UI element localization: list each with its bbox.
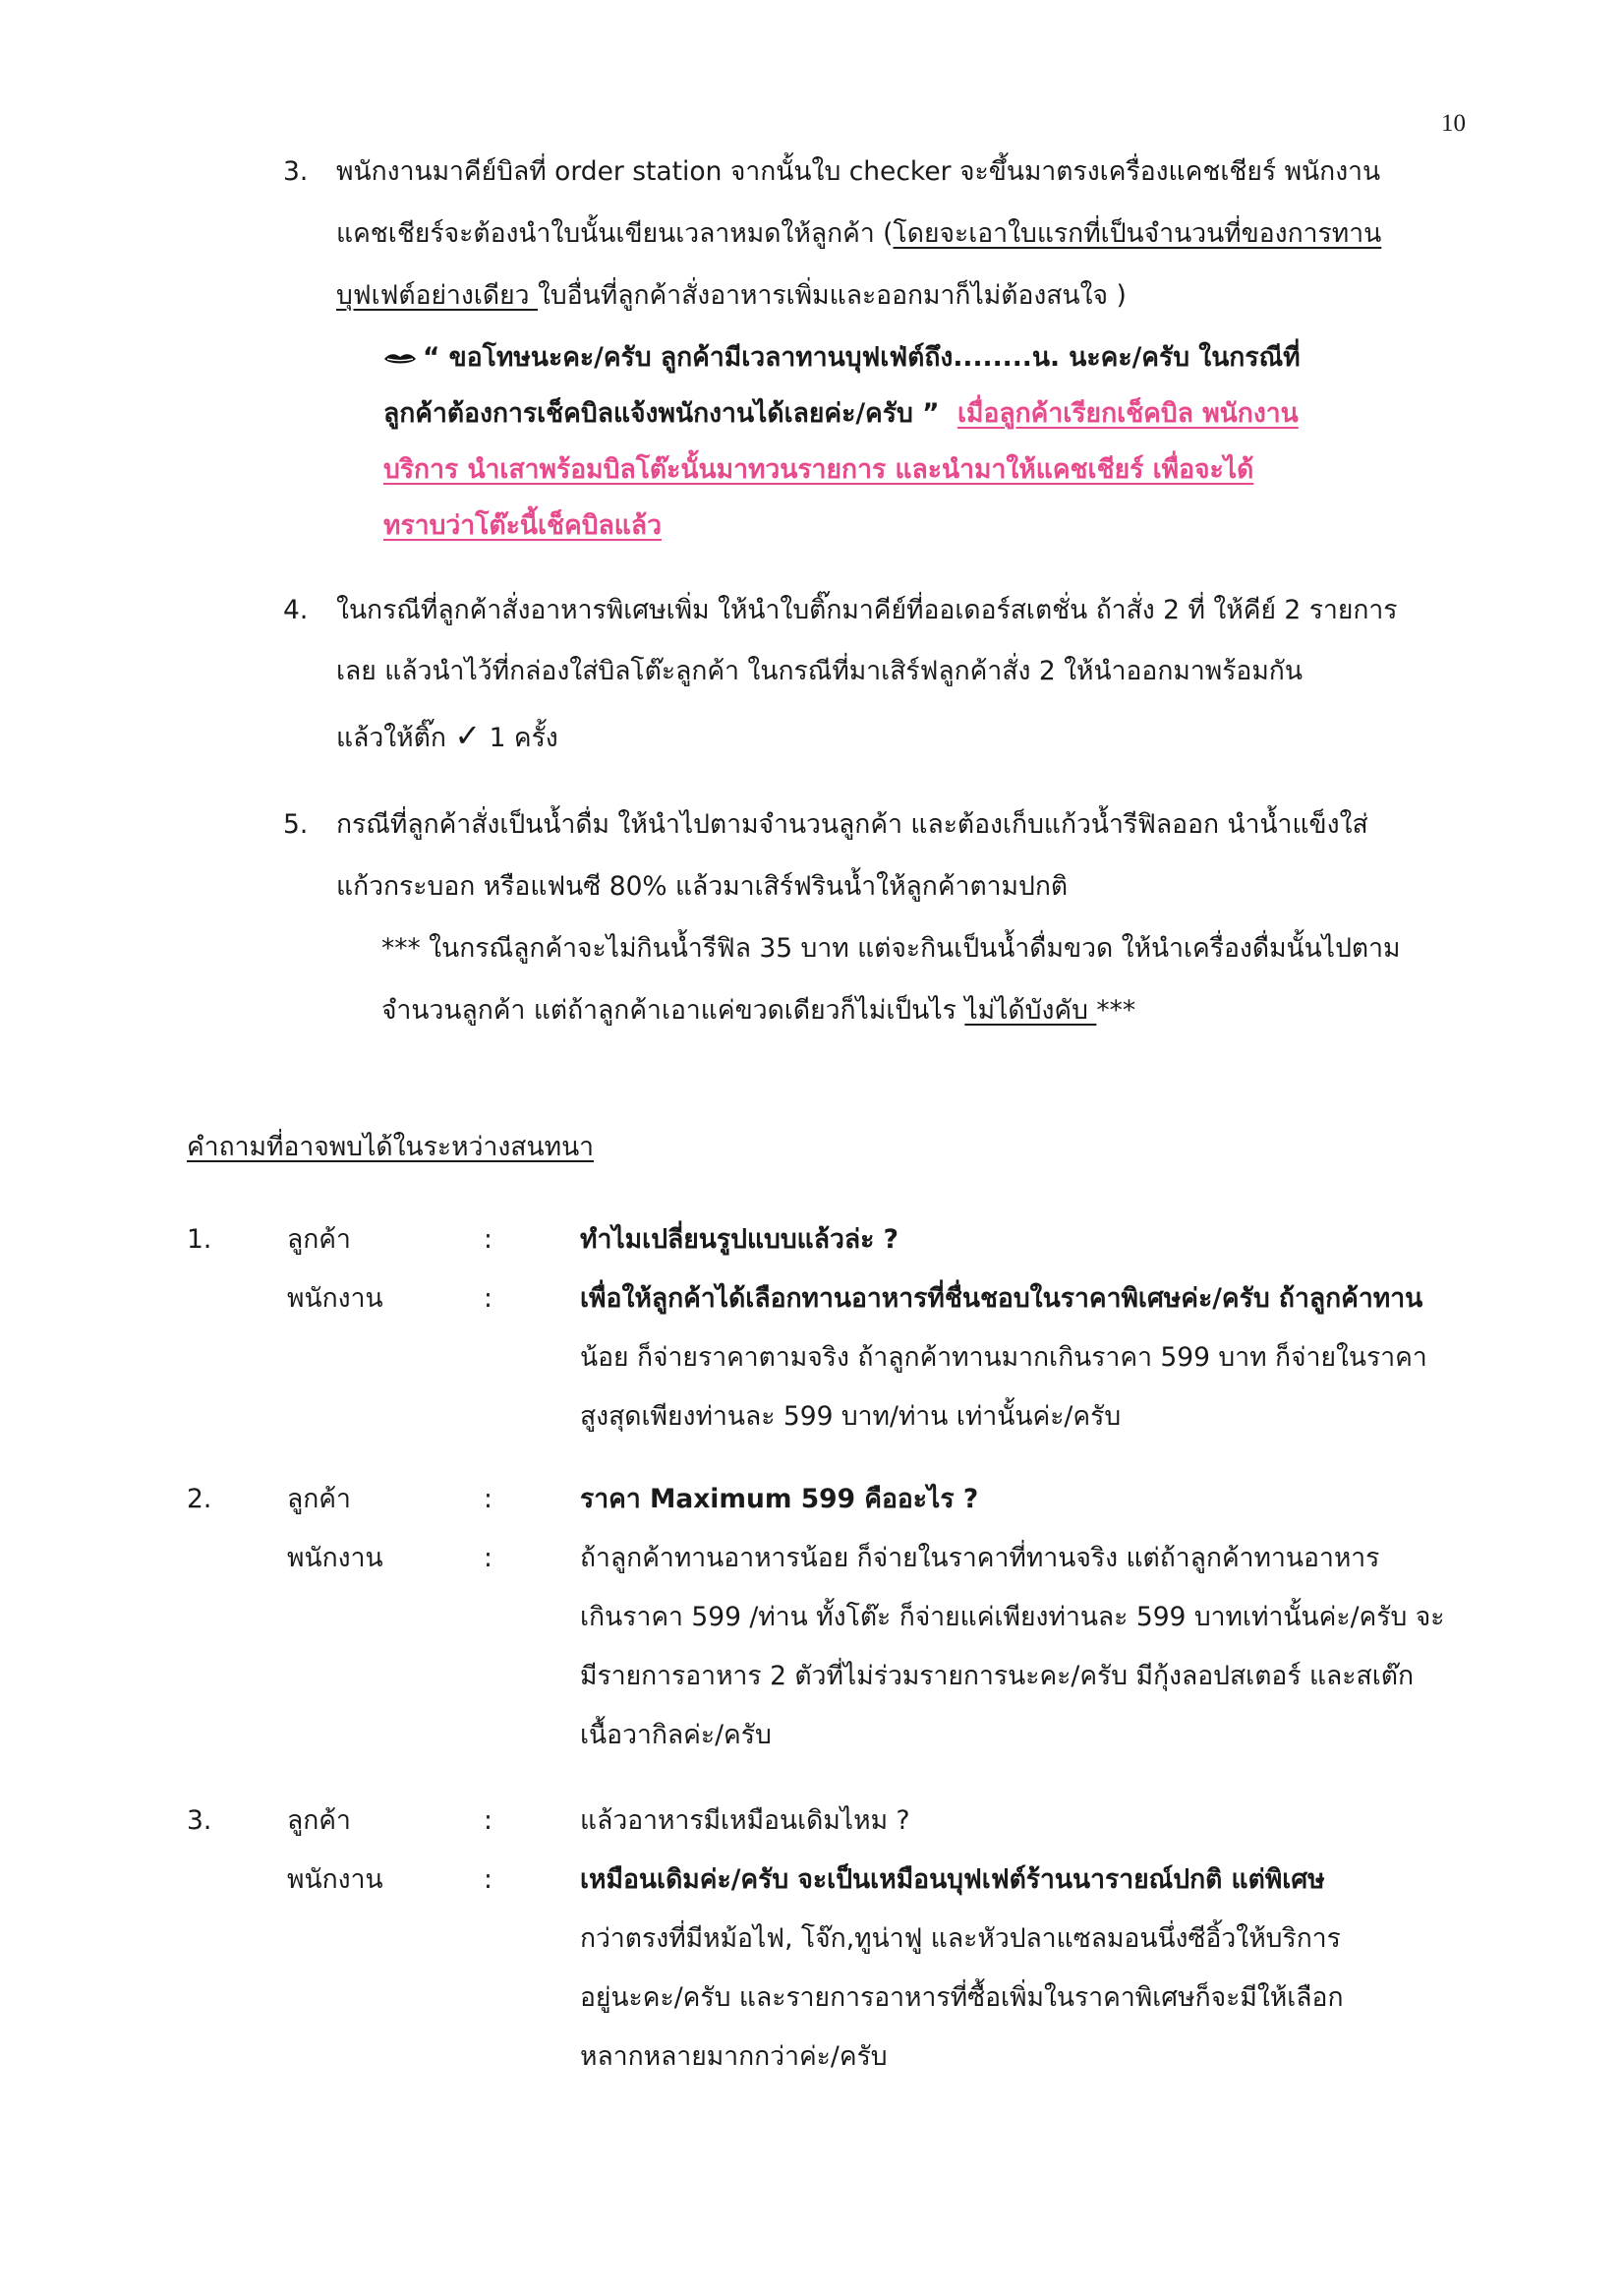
qa-block-3 xyxy=(187,1804,1504,2099)
underlined-text: ไม่ได้บังคับ xyxy=(964,995,1097,1026)
quote-text: “ ขอโทษนะคะ/ครับ ลูกค้ามีเวลาทานบุฟเฟ่ต์ถึง........น. นะคะ/ครับ ในกรณีที่ xyxy=(423,342,1301,373)
instruction-item-4 xyxy=(283,594,1398,777)
qa-block-2 xyxy=(187,1483,1504,1778)
note-line: *** ในกรณีลูกค้าจะไม่กินน้ำรีฟิล 35 บาท แต่จะกินเป็นน้ำดื่มขวด ให้นำเครื่องดื่มนั้นไปตาม xyxy=(381,933,1401,964)
highlight-line xyxy=(283,509,1463,565)
item-line xyxy=(283,279,1463,341)
colon: : xyxy=(484,1484,493,1514)
staff-label: พนักงาน xyxy=(287,1283,383,1314)
customer-label: ลูกค้า xyxy=(287,1224,351,1255)
item-line: เลย แล้วนำไว้ที่กล่องใส่บิลโต๊ะลูกค้า ในกรณีที่มาเสิร์ฟลูกค้าสั่ง 2 ให้นำออกมาพร้อมกัน xyxy=(336,656,1303,686)
staff-label: พนักงาน xyxy=(287,1543,383,1573)
highlight-instruction: บริการ นำเสาพร้อมบิลโต๊ะนั้นมาทวนรายการ และนำมาให้แคชเชียร์ เพื่อจะได้ xyxy=(383,454,1254,485)
colon: : xyxy=(484,1805,493,1836)
qa-heading: คำถามที่อาจพบได้ในระหว่างสนทนา xyxy=(187,1132,595,1162)
item-number: 5. xyxy=(283,809,309,840)
highlight-instruction: เมื่อลูกค้าเรียกเช็คบิล พนักงาน xyxy=(956,398,1299,429)
answer-line: น้อย ก็จ่ายราคาตามจริง ถ้าลูกค้าทานมากเกินราคา 599 บาท ก็จ่ายในราคา xyxy=(580,1342,1427,1373)
colon: : xyxy=(484,1283,493,1314)
instruction-item-5 xyxy=(283,808,1401,1056)
underlined-text: โดยจะเอาใบแรกที่เป็นจำนวนที่ของการทาน xyxy=(893,218,1382,249)
question-text: ราคา Maximum 599 คืออะไร ? xyxy=(580,1484,979,1514)
note-line xyxy=(283,994,1401,1056)
customer-label: ลูกค้า xyxy=(287,1805,351,1836)
script-quote-line xyxy=(283,341,1463,397)
item-line xyxy=(283,716,1398,777)
underlined-text: บุฟเฟต์อย่างเดียว xyxy=(336,280,538,311)
answer-text: เหมือนเดิมค่ะ/ครับ จะเป็นเหมือนบุฟเฟต์ร้านนารายณ์ปกติ แต่พิเศษ xyxy=(580,1864,1325,1895)
answer-text: เพื่อให้ลูกค้าได้เลือกทานอาหารที่ชื่นชอบในราคาพิเศษค่ะ/ครับ ถ้าลูกค้าทาน xyxy=(580,1283,1423,1314)
answer-line: เนื้อวากิลค่ะ/ครับ xyxy=(580,1720,772,1750)
script-quote-line xyxy=(283,397,1463,453)
qa-number: 2. xyxy=(187,1484,212,1514)
question-text: ทำไมเปลี่ยนรูปแบบแล้วล่ะ ? xyxy=(580,1224,898,1255)
item-text: แล้วให้ติ๊ก xyxy=(336,723,446,753)
item-line: ในกรณีที่ลูกค้าสั่งอาหารพิเศษเพิ่ม ให้นำใบติ๊กมาคีย์ที่ออเดอร์สเตชั่น ถ้าสั่ง 2 ที่ ให้คีย์ 2 รายการ xyxy=(336,595,1398,625)
qa-number: 3. xyxy=(187,1805,212,1836)
highlight-instruction: ทราบว่าโต๊ะนี้เช็คบิลแล้ว xyxy=(383,510,662,541)
item-line: กรณีที่ลูกค้าสั่งเป็นน้ำดื่ม ให้นำไปตามจำนวนลูกค้า และต้องเก็บแก้วน้ำรีฟิลออก นำน้ำแข็งใส่ xyxy=(336,809,1368,840)
item-text: แคชเชียร์จะต้องนำใบนั้นเขียนเวลาหมดให้ลูกค้า ( xyxy=(336,218,894,249)
colon: : xyxy=(484,1224,493,1255)
answer-row xyxy=(187,1542,1504,1601)
customer-label: ลูกค้า xyxy=(287,1484,351,1514)
colon: : xyxy=(484,1543,493,1573)
highlight-line xyxy=(283,453,1463,509)
lips-icon xyxy=(383,352,417,366)
item-number: 4. xyxy=(283,595,309,625)
answer-line: กว่าตรงที่มีหม้อไฟ, โจ๊ก,ทูน่าฟู และหัวปลาแซลมอนนึ่งซีอิ้วให้บริการ xyxy=(580,1923,1341,1954)
answer-line: มีรายการอาหาร 2 ตัวที่ไม่ร่วมรายการนะคะ/ครับ มีกุ้งลอปสเตอร์ และสเต๊ก xyxy=(580,1661,1415,1691)
question-row xyxy=(187,1483,1504,1542)
check-icon: ✓ xyxy=(454,717,482,754)
question-row xyxy=(187,1804,1504,1863)
colon: : xyxy=(484,1864,493,1895)
quote-text: ลูกค้าต้องการเช็คบิลแจ้งพนักงานได้เลยค่ะ/ครับ ” xyxy=(383,398,940,429)
page-number: 10 xyxy=(1441,110,1466,137)
answer-line: เกินราคา 599 /ท่าน ทั้งโต๊ะ ก็จ่ายแค่เพียงท่านละ 599 บาทเท่านั้นค่ะ/ครับ จะ xyxy=(580,1602,1445,1632)
answer-row xyxy=(187,1282,1504,1341)
answer-line: อยู่นะคะ/ครับ และรายการอาหารที่ซื้อเพิ่มในราคาพิเศษก็จะมีให้เลือก xyxy=(580,1982,1344,2013)
item-number: 3. xyxy=(283,156,309,187)
item-line: พนักงานมาคีย์บิลที่ order station จากนั้นใบ checker จะขึ้นมาตรงเครื่องแคชเชียร์ พนักงาน xyxy=(336,156,1381,187)
qa-number: 1. xyxy=(187,1224,212,1255)
item-text: ใบอื่นที่ลูกค้าสั่งอาหารเพิ่มและออกมาก็ไม่ต้องสนใจ ) xyxy=(537,280,1127,311)
item-text: 1 ครั้ง xyxy=(489,723,558,753)
item-line xyxy=(283,217,1463,279)
question-text: แล้วอาหารมีเหมือนเดิมไหม ? xyxy=(580,1805,910,1836)
item-line: แก้วกระบอก หรือแฟนซี 80% แล้วมาเสิร์ฟรินน้ำให้ลูกค้าตามปกติ xyxy=(336,871,1069,902)
instruction-item-3 xyxy=(283,155,1463,565)
note-text: *** xyxy=(1096,995,1136,1026)
qa-block-1 xyxy=(187,1223,1504,1459)
question-row xyxy=(187,1223,1504,1282)
note-text: จำนวนลูกค้า แต่ถ้าลูกค้าเอาแค่ขวดเดียวก็ไม่เป็นไร xyxy=(381,995,965,1026)
answer-row xyxy=(187,1863,1504,1922)
staff-label: พนักงาน xyxy=(287,1864,383,1895)
answer-line: สูงสุดเพียงท่านละ 599 บาท/ท่าน เท่านั้นค่ะ/ครับ xyxy=(580,1401,1122,1432)
answer-text: ถ้าลูกค้าทานอาหารน้อย ก็จ่ายในราคาที่ทานจริง แต่ถ้าลูกค้าทานอาหาร xyxy=(580,1543,1380,1573)
answer-line: หลากหลายมากกว่าค่ะ/ครับ xyxy=(580,2041,888,2072)
